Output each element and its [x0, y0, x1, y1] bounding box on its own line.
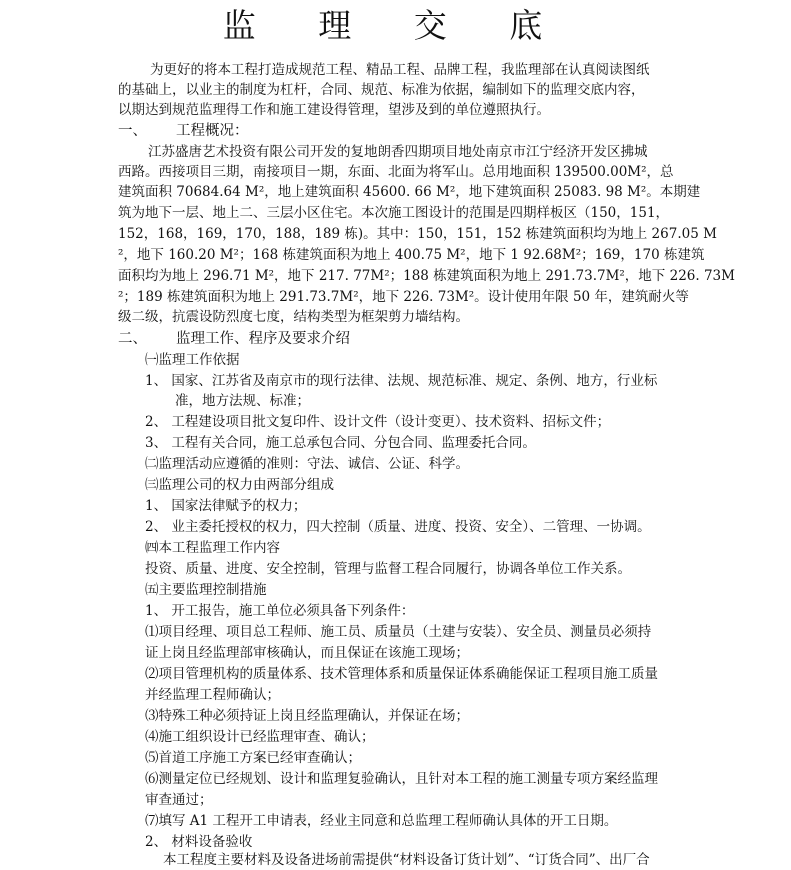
section-2-line: ㈣本工程监理工作内容	[145, 540, 280, 556]
section-2-line: 并经监理工程师确认；	[145, 687, 280, 703]
section-2-line: 2、 业主委托授权的权力，四大控制（质量、进度、投资、安全）、二管理、一协调。	[145, 519, 651, 535]
section-1-line: 筑为地下一层、地上二、三层小区住宅。本次施工图设计的范围是四期样板区（150，151，	[118, 205, 670, 221]
section-2-line: ⑺填写 A1 工程开工申请表，经业主同意和总监理工程师确认具体的开工日期。	[145, 813, 618, 829]
section-2-line: ⑴项目经理、项目总工程师、施工员、质量员（土建与安装）、安全员、测量员必须持	[145, 624, 652, 640]
section-1-line: 152，168，169，170，188，189 栋)。其中：150，151，152 栋建筑面积均为地上 267.05 M	[118, 226, 717, 242]
section-2-line: 2、 材料设备验收	[145, 834, 253, 850]
section-2-line: 1、 国家、江苏省及南京市的现行法律、法规、规范标准、规定、条例、地方，行业标	[145, 373, 658, 389]
intro-line: 以期达到规范监理得工作和施工建设得管理，望涉及到的单位遵照执行。	[118, 102, 550, 118]
section-1-line: 级二级，抗震设防烈度七度，结构类型为框架剪力墙结构。	[118, 309, 469, 325]
section-1-heading: 工程概况：	[176, 123, 249, 139]
section-2-line: ㈢监理公司的权力由两部分组成	[145, 477, 334, 493]
section-1-line: ²；189 栋建筑面积为地上 291.73.7M²，地下 226. 73M²。设计使用年限 50 年，建筑耐火等	[118, 289, 689, 305]
section-2-heading: 监理工作、程序及要求介绍	[176, 331, 350, 347]
intro-line: 的基础上，以业主的制度为杠杆，合同、规范、标准为依据，编制如下的监理交底内容，	[118, 82, 645, 98]
section-2-line: 本工程度主要材料及设备进场前需提供“材料设备订货计划”、“订货合同”、出厂合	[163, 852, 650, 868]
section-1-line: ²，地下 160.20 M²；168 栋建筑面积为地上 400.75 M²，地下 1 92.68M²；169，170 栋建筑	[118, 247, 705, 263]
section-1-line: 西路。西接项目三期，南接项目一期，东面、北面为将军山。总用地面积 139500.00M²，总	[118, 164, 674, 180]
section-2-line: 审查通过；	[145, 792, 213, 808]
section-1-line: 建筑面积 70684.64 M²，地上建筑面积 45600. 66 M²，地下建筑面积 25083. 98 M²。本期建	[118, 184, 701, 200]
section-1-line: 面积均为地上 296.71 M²，地下 217. 77M²；188 栋建筑面积为地上 291.73.7M²，地下 226. 73M	[118, 268, 735, 284]
section-2-line: ㈤主要监理控制措施	[145, 582, 267, 598]
document-title: 监 理 交 底	[222, 6, 569, 45]
section-2-line: ⑵项目管理机构的质量体系、技术管理体系和质量保证体系确能保证工程项目施工质量	[145, 666, 658, 682]
intro-line: 为更好的将本工程打造成规范工程、精品工程、品牌工程，我监理部在认真阅读图纸	[150, 62, 650, 78]
section-2-line: ⑷施工组织设计已经监理审查、确认；	[145, 729, 375, 745]
section-2-line: 3、 工程有关合同，施工总承包合同、分包合同、监理委托合同。	[145, 435, 536, 451]
section-2-number: 二、	[118, 331, 147, 347]
section-2-line: 证上岗且经监理部审核确认，而且保证在该施工现场；	[145, 645, 469, 661]
section-2-line: ㈠监理工作依据	[145, 352, 240, 368]
section-1-line: 江苏盛唐艺术投资有限公司开发的复地朗香四期项目地处南京市江宁经济开发区拂城	[148, 144, 648, 160]
section-2-line: 1、 开工报告，施工单位必须具备下列条件：	[145, 603, 415, 619]
section-2-line: 投资、质量、进度、安全控制，管理与监督工程合同履行，协调各单位工作关系。	[145, 561, 631, 577]
section-2-line: ⑹测量定位已经规划、设计和监理复验确认，且针对本工程的施工测量专项方案经监理	[145, 771, 658, 787]
section-2-line: 2、 工程建设项目批文复印件、设计文件（设计变更）、技术资料、招标文件；	[145, 414, 611, 430]
section-2-line: ⑶特殊工种必须持证上岗且经监理确认，并保证在场；	[145, 708, 469, 724]
section-1-number: 一、	[118, 123, 147, 139]
section-2-line: ㈡监理活动应遵循的准则：守法、诚信、公证、科学。	[145, 456, 469, 472]
section-2-line: 准，地方法规、标准；	[175, 393, 310, 409]
section-2-line: 1、 国家法律赋予的权力；	[145, 498, 307, 514]
section-2-line: ⑸首道工序施工方案已经审查确认；	[145, 750, 361, 766]
